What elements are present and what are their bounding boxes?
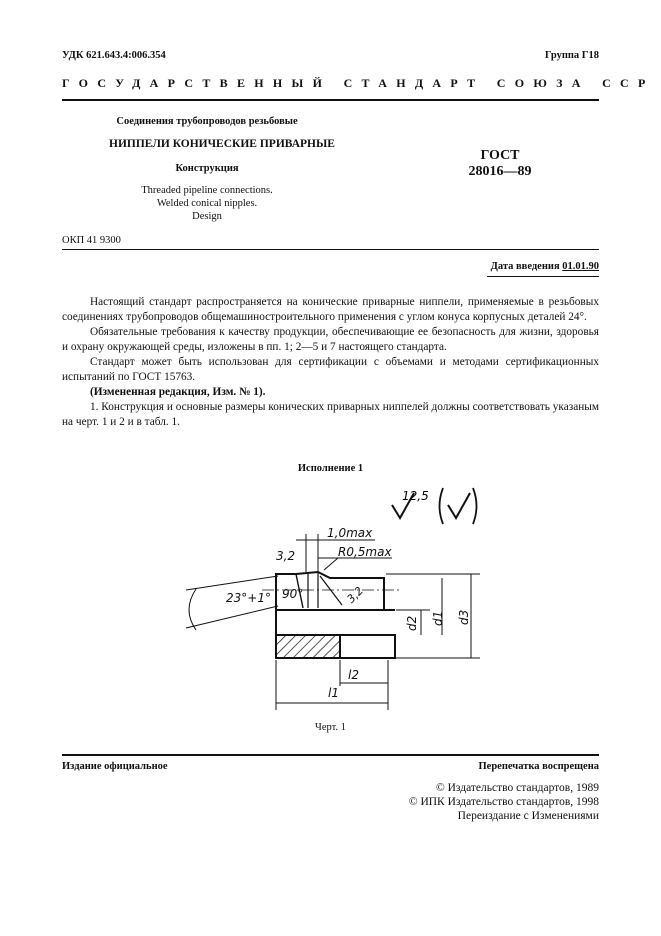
introduction-date-value: 01.01.90 <box>562 261 599 272</box>
roughness-value: 12,5 <box>402 489 429 503</box>
udk-code: УДК 621.643.4:006.354 <box>62 50 166 61</box>
copyright-1989: © Издательство стандартов, 1989 <box>435 782 599 794</box>
okp-code: ОКП 41 9300 <box>62 235 121 246</box>
angle-90-label: 90° <box>282 587 304 601</box>
nipple-section <box>276 572 395 635</box>
footer-rule <box>62 754 599 756</box>
english-title-1: Threaded pipeline connections. <box>141 185 273 196</box>
length-dimensions <box>276 660 388 710</box>
d2-label: d2 <box>405 615 419 631</box>
title-line-3: Конструкция <box>175 163 239 174</box>
gost-label: ГОСТ <box>480 148 520 163</box>
reprint-prohibited: Перепечатка воспрещена <box>478 761 599 772</box>
roughness-symbol <box>392 488 477 524</box>
d1-label: d1 <box>431 610 445 626</box>
title-line-2: НИППЕЛИ КОНИЧЕСКИЕ ПРИВАРНЫЕ <box>109 138 335 150</box>
max-length-label: 1,0max <box>327 526 373 540</box>
reissue-note: Переиздание с Изменениями <box>457 810 599 822</box>
l2-label: l2 <box>348 668 359 682</box>
introduction-date-label: Дата введения <box>490 261 560 272</box>
paragraph-scope: Настоящий стандарт распространяется на конические приварные ниппели, применяемые в резьбовых соединениях трубопроводов общемашиностроительного применения с углом конуса корпусных деталей 24°. <box>62 296 599 323</box>
paragraph-requirements: Обязательные требования к качеству продукции, обеспечивающие ее безопасность для жизни, здоровья и охрану окружающей среды, изложены в пп. 1; 2—5 и 7 настоящего стандарта. <box>62 326 599 353</box>
copyright-1998: © ИПК Издательство стандартов, 1998 <box>408 796 599 808</box>
official-edition: Издание официальное <box>62 761 168 772</box>
radius-label: R0,5max <box>338 545 392 559</box>
figure-caption: Черт. 1 <box>315 722 346 733</box>
roughness-chamfer-label: 3,2 <box>344 584 367 606</box>
state-standard-banner: ГОСУДАРСТВЕННЫЙ СТАНДАРТ СОЮЗА ССР <box>62 76 655 90</box>
paragraph-clause-1: 1. Конструкция и основные размеры конических приварных ниппелей должны соответствовать указаным на черт. 1 и 2 и в табл. 1. <box>62 401 599 428</box>
diameter-dimensions <box>386 574 480 658</box>
title-line-1: Соединения трубопроводов резьбовые <box>116 116 298 127</box>
gost-number: 28016—89 <box>468 164 532 179</box>
roughness-left-label: 3,2 <box>276 549 296 563</box>
figure-title: Исполнение 1 <box>297 463 364 474</box>
group-code: Группа Г18 <box>544 50 599 61</box>
l1-label: l1 <box>328 686 339 700</box>
paragraph-amendment: (Измененная редакция, Изм. № 1). <box>90 386 266 398</box>
english-title-3: Design <box>192 211 222 222</box>
cone-angle-label: 23°+1° <box>226 591 271 605</box>
cone-angle-dimension <box>186 576 278 630</box>
paragraph-certification: Стандарт может быть использован для сертификации с объемами и методами сертификационных испытаний по ГОСТ 15763. <box>62 356 599 383</box>
hatched-wall <box>276 635 340 658</box>
d3-label: d3 <box>457 609 471 625</box>
english-title-2: Welded conical nipples. <box>156 198 258 209</box>
